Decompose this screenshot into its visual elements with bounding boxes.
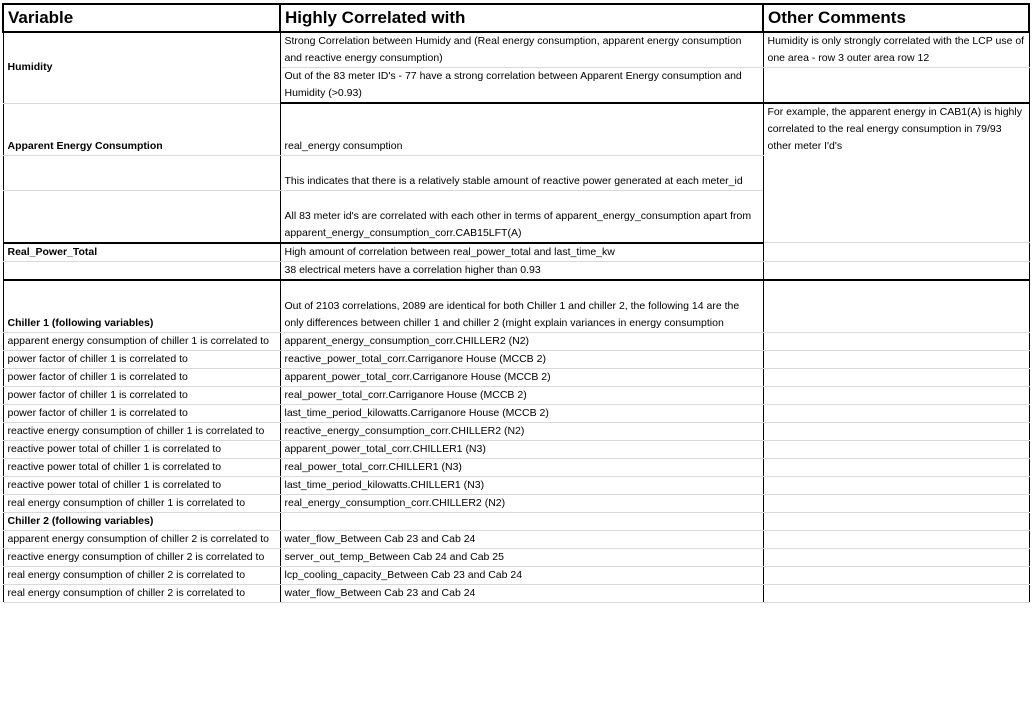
correlated-cell: water_flow_Between Cab 23 and Cab 24 bbox=[280, 584, 763, 602]
chiller2-rows bbox=[3, 530, 1029, 602]
chiller1-intro: Out of 2103 correlations, 2089 are identical for both Chiller 1 and chiller 2, the following 14 are the only differences between chiller 1 and chiller 2 (might explain variances in energy consumption bbox=[280, 280, 763, 333]
correlated-cell: apparent_power_total_corr.CHILLER1 (N3) bbox=[280, 440, 763, 458]
comments-header: Other Comments bbox=[763, 4, 1029, 32]
apparent-variable: Apparent Energy Consumption bbox=[3, 103, 280, 155]
variable-cell: real energy consumption of chiller 2 is correlated to bbox=[3, 566, 280, 584]
empty-cell bbox=[763, 458, 1029, 476]
variable-cell: power factor of chiller 1 is correlated to bbox=[3, 350, 280, 368]
correlated-cell: last_time_period_kilowatts.CHILLER1 (N3) bbox=[280, 476, 763, 494]
table-row bbox=[3, 103, 1029, 155]
correlated-cell: real_energy_consumption_corr.CHILLER2 (N2) bbox=[280, 494, 763, 512]
table-row bbox=[3, 566, 1029, 584]
table-row bbox=[3, 458, 1029, 476]
correlated-cell: apparent_energy_consumption_corr.CHILLER2 (N2) bbox=[280, 332, 763, 350]
variable-cell: reactive energy consumption of chiller 2 is correlated to bbox=[3, 548, 280, 566]
apparent-comment: For example, the apparent energy in CAB1(A) is highly correlated to the real energy consumption in 79/93 other meter I'd's bbox=[763, 103, 1029, 243]
correlated-cell: reactive_power_total_corr.Carriganore House (MCCB 2) bbox=[280, 350, 763, 368]
table-row bbox=[3, 404, 1029, 422]
empty-cell bbox=[763, 386, 1029, 404]
humidity-correlation-detail: Out of the 83 meter ID's - 77 have a strong correlation between Apparent Energy consumption and Humidity (>0.93) bbox=[280, 68, 763, 104]
table-row bbox=[3, 32, 1029, 68]
empty-cell bbox=[280, 512, 763, 530]
table-row bbox=[3, 261, 1029, 280]
correlated-cell: lcp_cooling_capacity_Between Cab 23 and Cab 24 bbox=[280, 566, 763, 584]
real-power-correlation: High amount of correlation between real_power_total and last_time_kw bbox=[280, 243, 763, 262]
variable-cell: power factor of chiller 1 is correlated to bbox=[3, 404, 280, 422]
variable-cell: reactive power total of chiller 1 is correlated to bbox=[3, 440, 280, 458]
correlated-cell: real_power_total_corr.CHILLER1 (N3) bbox=[280, 458, 763, 476]
table-row bbox=[3, 350, 1029, 368]
empty-cell bbox=[763, 368, 1029, 386]
empty-cell bbox=[763, 494, 1029, 512]
variable-header: Variable bbox=[3, 4, 280, 32]
empty-cell bbox=[763, 350, 1029, 368]
empty-cell bbox=[763, 243, 1029, 262]
table-row bbox=[3, 476, 1029, 494]
apparent-correlation-detail: This indicates that there is a relatively stable amount of reactive power generated at each meter_id bbox=[280, 155, 763, 190]
empty-cell bbox=[763, 440, 1029, 458]
correlated-cell: last_time_period_kilowatts.Carriganore House (MCCB 2) bbox=[280, 404, 763, 422]
correlated-cell: reactive_energy_consumption_corr.CHILLER2 (N2) bbox=[280, 422, 763, 440]
table-row bbox=[3, 332, 1029, 350]
table-row bbox=[3, 243, 1029, 262]
empty-cell bbox=[763, 530, 1029, 548]
chiller1-variable: Chiller 1 (following variables) bbox=[3, 280, 280, 333]
humidity-correlation: Strong Correlation between Humidy and (Real energy consumption, apparent energy consumption and reactive energy consumption) bbox=[280, 32, 763, 68]
correlation-table bbox=[2, 3, 1030, 603]
apparent-correlation: real_energy consumption bbox=[280, 103, 763, 155]
correlated-cell: server_out_temp_Between Cab 24 and Cab 25 bbox=[280, 548, 763, 566]
empty-cell bbox=[763, 404, 1029, 422]
empty-cell bbox=[3, 190, 280, 243]
empty-cell bbox=[763, 261, 1029, 280]
table-row bbox=[3, 386, 1029, 404]
variable-cell: reactive power total of chiller 1 is correlated to bbox=[3, 476, 280, 494]
real-power-correlation-detail: 38 electrical meters have a correlation higher than 0.93 bbox=[280, 261, 763, 280]
chiller2-variable: Chiller 2 (following variables) bbox=[3, 512, 280, 530]
empty-cell bbox=[763, 68, 1029, 104]
table-row bbox=[3, 368, 1029, 386]
correlated-header: Highly Correlated with bbox=[280, 4, 763, 32]
table-row bbox=[3, 584, 1029, 602]
variable-cell: real energy consumption of chiller 1 is correlated to bbox=[3, 494, 280, 512]
empty-cell bbox=[763, 280, 1029, 333]
variable-cell: apparent energy consumption of chiller 1 is correlated to bbox=[3, 332, 280, 350]
table-row bbox=[3, 530, 1029, 548]
variable-cell: power factor of chiller 1 is correlated to bbox=[3, 368, 280, 386]
apparent-correlation-note: All 83 meter id's are correlated with each other in terms of apparent_energy_consumption apart from apparent_energy_consumption_corr.CAB15LFT(A) bbox=[280, 190, 763, 243]
variable-cell: apparent energy consumption of chiller 2 is correlated to bbox=[3, 530, 280, 548]
empty-cell bbox=[763, 476, 1029, 494]
empty-cell bbox=[763, 548, 1029, 566]
empty-cell bbox=[3, 261, 280, 280]
empty-cell bbox=[3, 155, 280, 190]
variable-cell: real energy consumption of chiller 2 is correlated to bbox=[3, 584, 280, 602]
table-row bbox=[3, 494, 1029, 512]
chiller1-rows bbox=[3, 332, 1029, 512]
real-power-variable: Real_Power_Total bbox=[3, 243, 280, 262]
table-row bbox=[3, 280, 1029, 333]
header-row bbox=[3, 4, 1029, 32]
table-row bbox=[3, 548, 1029, 566]
empty-cell bbox=[763, 512, 1029, 530]
variable-cell: reactive energy consumption of chiller 1 is correlated to bbox=[3, 422, 280, 440]
humidity-variable: Humidity bbox=[3, 32, 280, 103]
correlated-cell: apparent_power_total_corr.Carriganore House (MCCB 2) bbox=[280, 368, 763, 386]
empty-cell bbox=[763, 584, 1029, 602]
variable-cell: power factor of chiller 1 is correlated to bbox=[3, 386, 280, 404]
humidity-comment: Humidity is only strongly correlated with the LCP use of one area - row 3 outer area row 12 bbox=[763, 32, 1029, 68]
variable-cell: reactive power total of chiller 1 is correlated to bbox=[3, 458, 280, 476]
correlated-cell: real_power_total_corr.Carriganore House (MCCB 2) bbox=[280, 386, 763, 404]
empty-cell bbox=[763, 566, 1029, 584]
table-row bbox=[3, 440, 1029, 458]
correlated-cell: water_flow_Between Cab 23 and Cab 24 bbox=[280, 530, 763, 548]
table-row bbox=[3, 512, 1029, 530]
empty-cell bbox=[763, 332, 1029, 350]
empty-cell bbox=[763, 422, 1029, 440]
table-row bbox=[3, 422, 1029, 440]
